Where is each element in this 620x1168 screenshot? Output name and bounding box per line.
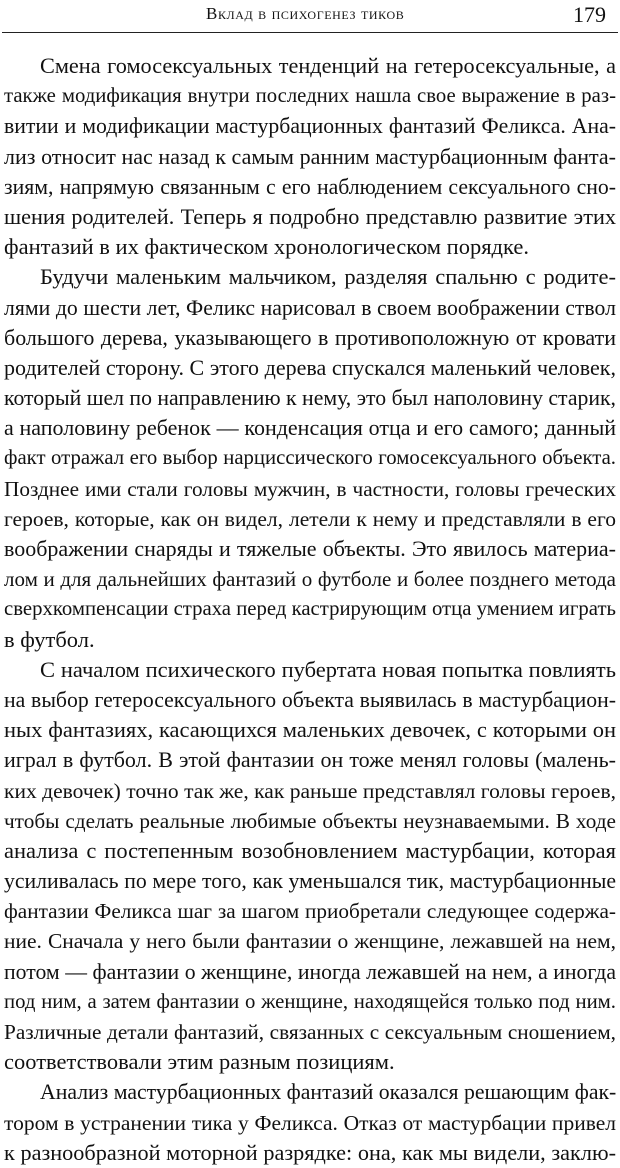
text-line: Различные детали фантазий, связанных с сексуальным сношением,	[4, 1020, 616, 1044]
text-line: Будучи маленьким мальчиком, разделяя спальню с родите-	[40, 264, 616, 290]
text-line: лями до шести лет, Феликс нарисовал в своем воображении ствол	[4, 295, 616, 320]
text-line: под ним, а затем фантазии о женщине, находящейся только под ним.	[4, 990, 616, 1013]
text-line: на выбор гетеросексуального объекта выявилась в мастурбацион-	[4, 687, 616, 712]
text-line: шения родителей. Теперь я подробно представлю развитие этих	[4, 203, 616, 229]
text-line: а наполовину ребенок — конденсация отца и его самого; данный	[4, 415, 616, 441]
text-line: фантазии Феликса шаг за шагом приобретали следующее содержа-	[4, 899, 616, 924]
text-line: сверхкомпенсации страха перед кастрирующим отца умением играть	[4, 598, 616, 621]
text-line: чтобы сделать реальные любимые объекты неузнаваемыми. В ходе	[4, 808, 616, 833]
text-line: воображении снаряды и тяжелые объекты. Это явилось материа-	[4, 536, 616, 561]
text-line: также модификация внутри последних нашла свое выражение в раз-	[4, 85, 616, 108]
text-line: ние. Сначала у него были фантазии о женщине, лежавшей на нем,	[4, 929, 616, 954]
text-line: факт отражал его выбор нарциссического гомосексуального объекта.	[4, 447, 616, 470]
page-number: 179	[573, 2, 606, 27]
text-line: Анализ мастурбационных фантазий оказался решающим фак-	[40, 1080, 617, 1105]
text-line: ких девочек) точно так же, как раньше представлял головы героев,	[4, 778, 616, 803]
text-line: к разнообразной моторной разрядке: она, как мы видели, заклю-	[4, 1139, 616, 1165]
text-line: С началом психического пубертата новая попытка повлиять	[40, 656, 616, 682]
text-line: усиливалась по мере того, как уменьшался тик, мастурбационные	[4, 869, 616, 894]
text-line: большого дерева, указывающего в противоположную от кровати	[4, 324, 616, 350]
text-line: витии и модификации мастурбационных фантазий Феликса. Ана-	[4, 114, 616, 139]
text-line: лиз относит нас назад к самым ранним мастурбационным фанта-	[4, 143, 616, 169]
text-line: соответствовали этим разным позициям.	[4, 1049, 395, 1075]
header-rule	[2, 32, 618, 33]
text-line: лом и для дальнейших фантазий о футболе и более позднего метода	[4, 567, 616, 592]
text-line: который шел по направлению к нему, это был наполовину старик,	[4, 386, 616, 411]
text-line: фантазий в их фактическом хронологическом порядке.	[4, 234, 529, 260]
text-line: потом — фантазии о женщине, иногда лежавшей на нем, а иногда	[4, 959, 616, 984]
text-line: ных фантазиях, касающихся маленьких девочек, с которыми он	[4, 717, 616, 743]
running-title: Вклад в психогенез тиков	[206, 4, 405, 23]
text-line: Позднее ими стали головы мужчин, в частности, головы греческих	[4, 476, 616, 501]
body-text	[4, 51, 616, 1168]
text-line: тором в устранении тика у Феликса. Отказ от мастурбации привел	[4, 1110, 616, 1135]
text-line: анализа с постепенным возобновлением мастурбации, которая	[4, 837, 616, 863]
text-line: Смена гомосексуальных тенденций на гетеросексуальные, а	[40, 53, 616, 78]
text-line: героев, которые, как он видел, летели к нему и представляли в его	[4, 506, 616, 531]
running-header	[0, 0, 620, 34]
text-line: родителей сторону. С этого дерева спускался маленький человек,	[4, 354, 616, 380]
text-line: зиям, напрямую связанным с его наблюдением сексуального сно-	[4, 174, 616, 199]
text-line: в футбол.	[4, 626, 95, 652]
text-line: играл в футбол. В этой фантазии он тоже менял головы (малень-	[4, 747, 616, 773]
